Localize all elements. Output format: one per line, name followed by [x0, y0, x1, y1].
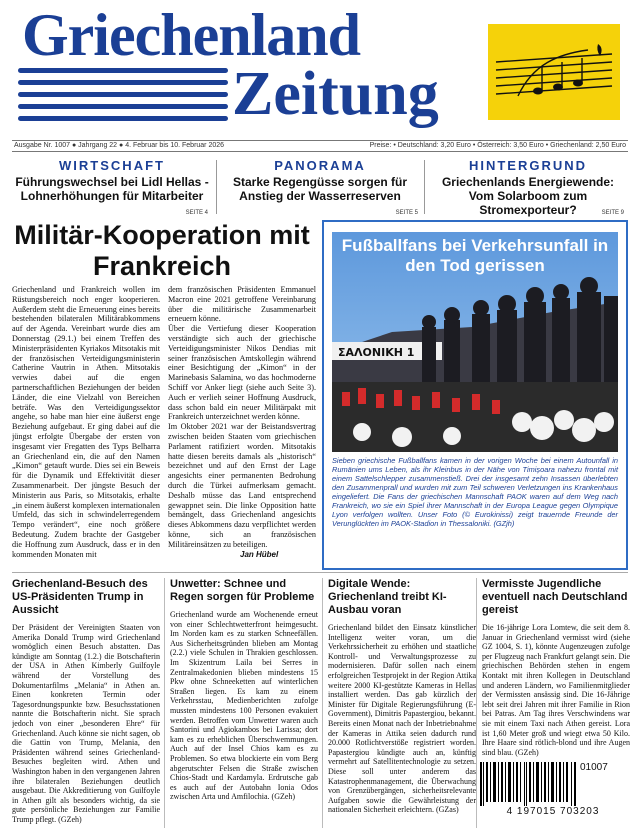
article-headline: Digitale Wende: Griechenland treibt KI-Ausbau voran	[328, 578, 447, 616]
issue-info-bar	[12, 140, 628, 152]
teaser-section: PANORAMA	[274, 158, 366, 173]
article-body: Die 16-jährige Lora Lomtew, die seit dem 8. Januar in Griechenland vermisst wird (siehe GZ 1004, S. 1), könnte Augenzeugen zufolge per Flugzeug nach Frankfurt gelangt sein. Die griechischen Behörden stehen in engem Kontakt mit ihren Kollegen in Deutschland und anderen Ländern, wo Familienmitglieder der Vermissten ansässig sind. Die 16-Jährige lebt seit drei Jahren mit ihrer Familie in Rion bei Patras. Am Tag ihres Verschwindens war sie mit einem Taxi nach Athen gereist. Lora ist 1,60 Meter groß und wiegt etwa 50 Kilo. Ihre Haare sind rötlich-blond und ihre Augen sind blau. (GZeh)	[482, 623, 630, 757]
barcode-number: 4 197015 703203	[506, 806, 600, 817]
teaser-panorama[interactable]	[218, 158, 422, 216]
teaser-section: WIRTSCHAFT	[59, 158, 165, 173]
divider	[424, 160, 425, 214]
lead-paragraph: dem französischen Präsidenten Emmanuel Macron eine 2021 getroffene Vereinbarung über die militärische Zusammenarbeit erneuern könne.	[168, 285, 316, 324]
article-headline: Griechenland-Besuch des US-Präsidenten Trump in Aussicht	[12, 578, 148, 616]
lead-paragraph: Griechenland und Frankreich wollen im Rüstungsbereich noch enger kooperieren. Außerdem steht die Erneuerung eines bereits bestehenden bilateralen Militärabkommens auf der Agenda. Vereinbart wurde dies am Donnerstag (29.1.) bei einem Treffen des Ministerpräsidenten Kyriakos Mitsotakis mit der französischen Verteidigungsministerin Catherine Vautrin in Athen. Mitsotakis verwies dabei auf die engen partnerschaftlichen Beziehungen der beiden Länder, die eine Vielzahl von Bereichen beträfe. Was den Verteidigungssektor angehe, so habe man hier eine äußerst enge Beziehung aufgebaut. Er ging dabei auf die jüngst erfolgte Übergabe der ersten von insgesamt vier Fregatten des Typs Belharra an Griechenland ein, die auf den Namen „Kimon“ getauft wurde. Dies sei ein Beweis für die Dynamik und Effektivität dieser Zusammenarbeit. Der jüngste Besuch der Ministerin aus Paris, so Mitsotakis, erhalte „in einem äußerst komplexen internationalen Umfeld, das sich in schwindelerregendem Tempo verändert“, eine noch größere Bedeutung. Zudem brachte der Gastgeber die Hoffnung zum Ausdruck, dass er in den kommenden Monaten mit	[12, 285, 160, 559]
barcode-issue-code: 01007	[580, 762, 608, 773]
lead-article-body	[12, 285, 316, 563]
teaser-hintergrund[interactable]	[428, 158, 628, 216]
teaser-headline: Griechenlands Energiewende: Vom Solarboom zum Stromexporteur?	[441, 175, 615, 217]
stadium-banner-text: ΣΑΛΟΝΙΚΗ 1	[338, 346, 415, 359]
divider	[476, 578, 477, 828]
lead-author: Jan Hübel	[240, 550, 279, 559]
teaser-page: SEITE 4	[185, 210, 208, 216]
greek-flag-stripes	[18, 68, 228, 124]
article-headline: Unwetter: Schnee und Regen sorgen für Probleme	[170, 578, 315, 603]
lead-headline: Militär-Kooperation mit Frankreich	[14, 220, 310, 281]
masthead-title-line2: Zeitung	[232, 60, 439, 128]
masthead	[0, 0, 640, 140]
lead-paragraph: Im Oktober 2021 war der Beistandsvertrag zwischen beiden Staaten vom griechischen Parlament ratifiziert worden. Mitsotakis hatte diesen bereits damals als „historisch“ bezeichnet und auf den Ernst der Lage angesichts einer permanenten Bedrohung durch die Türkei aufmerksam gemacht. Deshalb müsse das Land entsprechend gewappnet sein. Die linke Opposition hatte bemängelt, dass Griechenland angesichts dieses Abkommens dazu verpflichtet werden könne, sich an französischen Militäreinsätzen zu beteiligen.	[168, 422, 316, 549]
masthead-title-line1: Griechenland	[22, 2, 361, 68]
teaser-wirtschaft[interactable]	[12, 158, 212, 216]
teaser-headline: Starke Regengüsse sorgen für Anstieg der Wasserreserven	[232, 175, 408, 203]
article-ki-ausbau[interactable]	[328, 578, 476, 832]
divider	[216, 160, 217, 214]
article-trump-visit[interactable]	[12, 578, 160, 832]
article-body: Griechenland bildet den Einsatz künstlicher Intelligenz weiter voran, um die Verkehrssicherheit zu erhöhen und staatliche Kontroll- und Verwaltungsprozesse zu modernisieren. Dafür sollen nach einem erfolgreichen Testprojekt in der Region Attika weitere 2000 KI-gestützte Kameras in Hellas installiert werden. Das gab kürzlich der Minister für Digitale Regierungsführung (E-Government), Dimitris Papastergiou, bekannt. Bereits einen Monat nach der Inbetriebnahme der Kameras in Attika seien dadurch rund 20.000 Rotlichtverstöße registriert worden. Papastergiou kündigte auch an, künftig vermehrt auf Satellitentechnologie zu setzen. Diese soll unter anderem das Katastrophenmanagement, die Überwachung von Grenzübergängen, sicherheitsrelevante Aufgaben sowie die Gewährleistung der nationalen Sicherheit erleichtern. (GZas)	[328, 623, 476, 815]
article-unwetter[interactable]	[170, 578, 318, 828]
divider	[12, 572, 628, 573]
teaser-page: SEITE 5	[395, 210, 418, 216]
article-headline: Vermisste Jugendliche eventuell nach Deutschland gereist	[482, 578, 628, 616]
lead-paragraph: Über die Vertiefung dieser Kooperation verständigte sich auch der griechische Verteidigungsminister Nikos Dendias mit seiner französischen Amtskollegin während einer Besichtigung der „Kimon“ in der Marinebasis Salamina, wo das hochmoderne Schiff vor Anker liegt (siehe auch Seite 3). Auch er verlieh seiner Hoffnung Ausdruck, dass schon bald ein neuer Militärpakt mit Frankreich unterzeichnet werden könne.	[168, 324, 316, 422]
article-body: Griechenland wurde am Wochenende erneut von einer Schlechtwetterfront heimgesucht. Im Norden kam es zu starken Schneefällen. Aus Sicherheitsgründen blieben am Montag (2.2.) viele Schulen in Thrakien geschlossen. Im Skizentrum Laila bei Serres in Zentralmakedonien blieben mindestens 15 Pkw ohne Schneeketten auf winterlichen Straßen liegen. Es kam zu einem Verkehrsstau, Medienberichten zufolge mussten mindestens 100 Personen evakuiert werden. Betroffen vom Unwetter waren auch Santorini und Agiokambos bei Larissa; dort kam es zu erheblichen Überschwemmungen. Auch auf der Insel Chios kam es zu Problemen. So etwa blockierte ein vom Berg abgerutschter Felsen die Straße zwischen Chios-Stadt und Kardamyla. Erdrutsche gab es auch auf der Autobahn Ionia Odos zwischen Arta und Amfilochia. (GZeh)	[170, 610, 318, 802]
teaser-section: HINTERGRUND	[468, 158, 588, 173]
teaser-strip	[12, 158, 628, 216]
photo-story-headline: Fußballfans bei Verkehrsunfall in den Tod gerissen	[341, 236, 609, 275]
teaser-page: SEITE 9	[601, 210, 624, 216]
divider	[322, 578, 323, 828]
teaser-headline: Führungswechsel bei Lidl Hellas - Lohnerhöhungen für Mitarbeiter	[15, 175, 209, 203]
price-info: Preise: • Deutschland: 3,20 Euro • Österreich: 3,50 Euro • Griechenland: 2,50 Euro	[369, 142, 626, 149]
divider	[164, 578, 165, 828]
issue-info: Ausgabe Nr. 1007 ● Jahrgang 22 ● 4. Februar bis 10. Februar 2026	[14, 142, 225, 149]
article-body: Der Präsident der Vereinigten Staaten von Amerika Donald Trump wird Griechenland womöglich einen Besuch abstatten. Das kündigte am Sonntag (1.2.) die Botschafterin der USA in Athen Kimberly Guilfoyle während der Vorstellung des Dokumentarfilms „Melania“ in Athen an. Einen konkreten Termin oder Tagesordnungspunkte bzw. Besuchsstationen nannte die Botschafterin nicht. Sie sprach jedoch von einer „besonderen Ehre“ für Griechenland. Auch könne sie nicht sagen, ob die Gattin von Trump, Melania, den Präsidenten während seines Griechenland-Besuches begleiten wird. Athen und Washington haben in den vergangenen Jahren ihre bilateralen Beziehungen deutlich ausgebaut. Die Akkreditierung von Guilfoyle in Athen gilt als besonders wichtig, da sie gute persönliche Beziehungen zur Familie Trump pflegt. (GZeh)	[12, 623, 160, 824]
music-notes-logo	[488, 24, 620, 120]
photo-caption: Sieben griechische Fußballfans kamen in der vorigen Woche bei einem Autounfall in Rumänien ums Leben, als ihr Kleinbus in der Nähe von Timișoara nahezu frontal mit einem Sattelschlepper zusammenstieß. Drei der insgesamt zehn Insassen überlebten den Zusammenprall und wurden mit zum Teil schweren Verletzungen ins Krankenhaus eingeliefert. Die Fans der griechischen Mannschaft PAOK waren auf dem Weg nach Frankreich, wo sie ein Spiel ihrer Mannschaft in der Europa League gegen Olympique Lyon verfolgen wollten. Unser Foto (© Eurokinissi) zeigt trauernde Freunde der Verunglückten im PAOK-Stadion in Thessaloniki. (GZjh)	[332, 456, 618, 528]
